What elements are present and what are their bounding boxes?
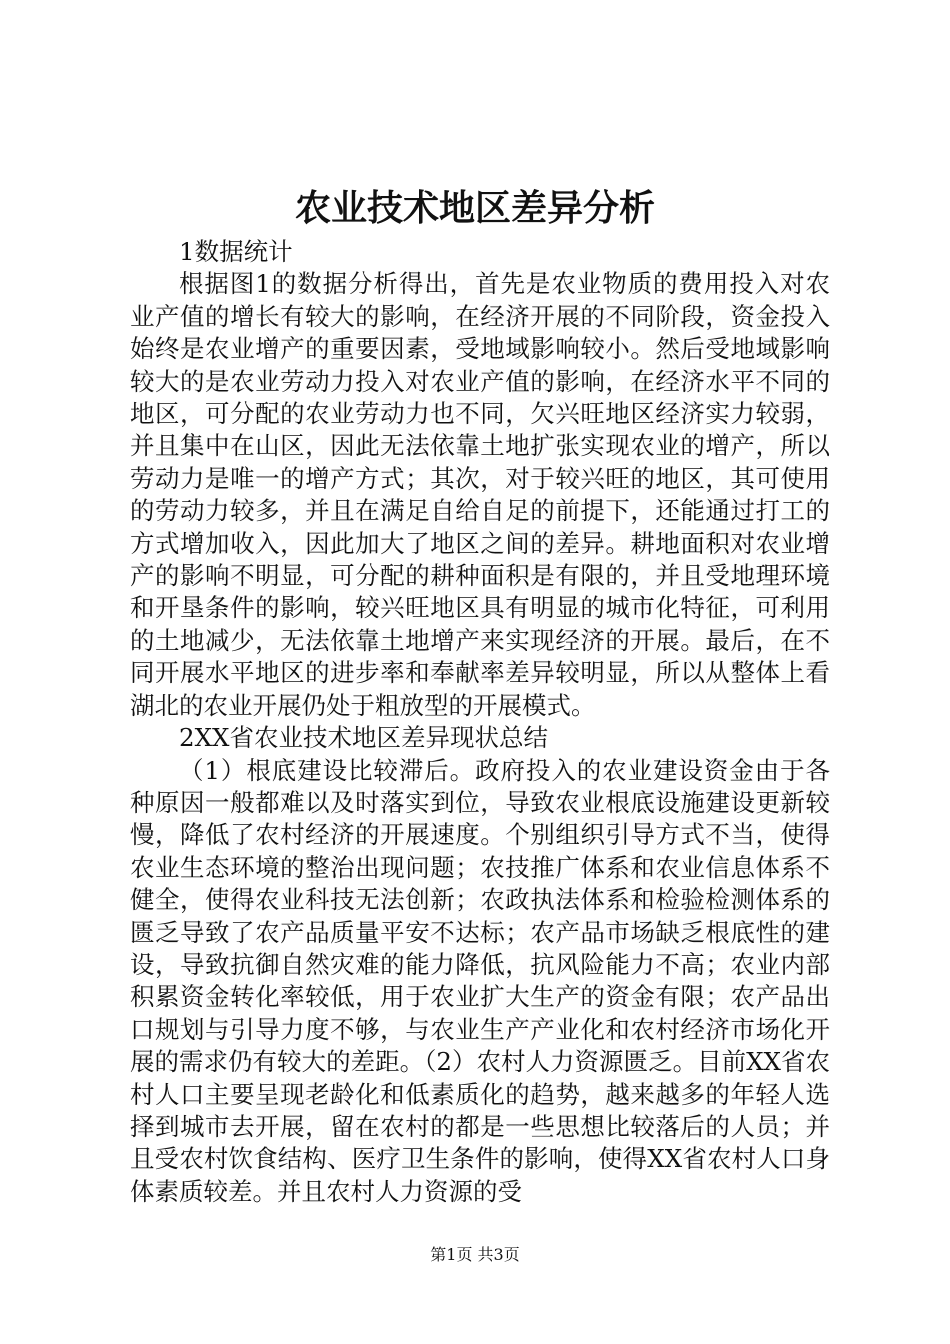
paragraph-data-analysis: 根据图1的数据分析得出，首先是农业物质的费用投入对农业产值的增长有较大的影响，在经济开展的不同阶段，资金投入始终是农业增产的重要因素，受地域影响较小。然后受地域影响较大的是农业劳动力投入对农业产值的影响，在经济水平不同的地区，可分配的农业劳动力也不同，欠兴旺地区经济实力较弱，并且集中在山区，因此无法依靠土地扩张实现农业的增产，所以劳动力是唯一的增产方式；其次，对于较兴旺的地区，其可使用的劳动力较多，并且在满足自给自足的前提下，还能通过打工的方式增加收入，因此加大了地区之间的差异。耕地面积对农业增产的影响不明显，可分配的耕种面积是有限的，并且受地理环境和开垦条件的影响，较兴旺地区具有明显的城市化特征，可利用的土地减少，无法依靠土地增产来实现经济的开展。最后，在不同开展水平地区的进步率和奉献率差异较明显，所以从整体上看湖北的农业开展仍处于粗放型的开展模式。: [130, 269, 830, 720]
paragraph-summary: （1）根底建设比较滞后。政府投入的农业建设资金由于各种原因一般都难以及时落实到位，导致农业根底设施建设更新较慢，降低了农村经济的开展速度。个别组织引导方式不当，使得农业生态环境的整治出现问题；农技推广体系和农业信息体系不健全，使得农业科技无法创新；农政执法体系和检验检测体系的匮乏导致了农产品质量平安不达标；农产品市场缺乏根底性的建设，导致抗御自然灾难的能力降低，抗风险能力不高；农业内部积累资金转化率较低，用于农业扩大生产的资金有限；农产品出口规划与引导力度不够，与农业生产产业化和农村经济市场化开展的需求仍有较大的差距。（2）农村人力资源匮乏。目前XX省农村人口主要呈现老龄化和低素质化的趋势，越来越多的年轻人选择到城市去开展，留在农村的都是一些思想比较落后的人员；并且受农村饮食结构、医疗卫生条件的影响，使得XX省农村人口身体素质较差。并且农村人力资源的受: [130, 755, 830, 1206]
section-heading-2: 2XX省农业技术地区差异现状总结: [179, 723, 548, 753]
document-title: 农业技术地区差异分析: [294, 187, 655, 229]
document-body: [130, 236, 830, 1208]
page-number-footer: 第1页 共3页: [430, 1245, 520, 1264]
section-heading-1: 1数据统计: [179, 237, 293, 266]
